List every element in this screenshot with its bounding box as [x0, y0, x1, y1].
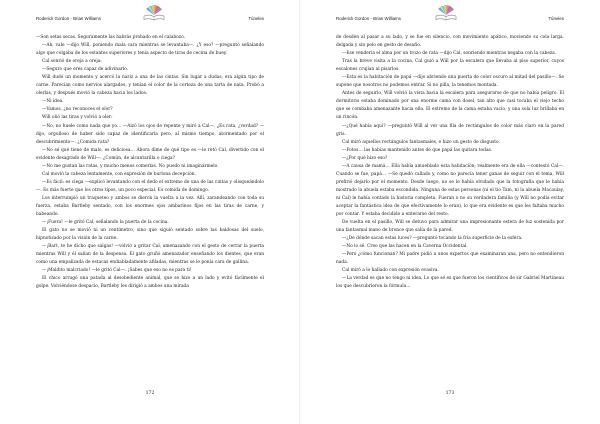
paragraph: De vuelta en el pasillo, Will se detuvo para admirar una impresionante estera de luz sostenida por una fantasmal mano de bronce que salía de la pared. [336, 220, 564, 234]
paragraph: —Son setas secas. Seguramente las habrás probado en el calabozo. [36, 35, 185, 40]
header-author: Roderick Gordon - Brian Williams [336, 16, 401, 21]
paragraph: Will olió las tiras y volvió a oler: [42, 115, 113, 121]
header-title: Túneles [548, 16, 564, 21]
page-number: 172 [145, 391, 155, 396]
paragraph: —Es fácil: es ciega —explicó levantando con el dedo el extremo de una de las cintas y olisqueándolo—. Es más fuerte que los otros tipos, un poco especial. Es comida de domingo. [36, 179, 264, 193]
paragraph: —¿Qué había aquí? —preguntó Will al ver una fila de rectángulos de color más claro en la pared gris. [336, 123, 564, 137]
paragraph: Cal miró aquellos rectángulos fantasmales, e hizo un gesto de disgusto. [342, 139, 500, 145]
paragraph: Cal movió la cabeza lentamente, con expresión de burlona decepción. [42, 171, 196, 177]
paragraph: El chico arrugó una patada al desobediente animal, que se hizo a un lado y evitó fácilmente el golpe. Volviéndose despacio, Bartleby les dirigió a ambos una mirada [36, 276, 264, 290]
paragraph: —No me gustan las ratas, y mucho menos comerlas. No puedo ni imaginármelo. [42, 163, 219, 169]
paragraph: —¿De dónde sacan estas luces? —preguntó tocando la fría superficie de la esfera. [342, 236, 523, 242]
paragraph: —Ah, vale —dijo Will, poniendo mala cara mientras se levantaba—. ¿Y eso? —preguntó señalando algo que colgaba de los estantes superiores y tenía aspecto de tiras de cecina de buey. [36, 43, 264, 57]
page-body-text [336, 34, 564, 292]
page-header [336, 16, 564, 26]
paragraph: —Ni idea. [42, 99, 64, 105]
page-body-text [36, 34, 264, 292]
paragraph: Will dudó un momento y acercó la nariz a una de las cintas. Sin lugar a dudas, era algún tipo de carne. Parecían como nervios alargados, y tenían el color de la corteza de una tarta de nata. Probó a olerlas, y después movió la cabeza hacia los lados: [36, 75, 264, 97]
paragraph: —Fotos… las habías mantenido antes de que papá las quitara todas. [342, 147, 493, 153]
paragraph: —Esta es la habitación de papá —dijo abriendo una puerta de color oscuro al mitad del pasillo—. Se supone que nosotros no podemos entrar. Si no pilla, la tenemos montada. [336, 75, 564, 89]
paragraph: Antes de seguirlo, Will volvió la vista hacia la escalera para asegurarse de que no había peligro. El dormitorio estaba dominado por una enorme cama con dosel, tan alto que casi tocaba el viejo techo que se combaba amenazante hacia ella. El extremo de la cama estaba vacío, y una sola luz brillaba en un rincón. [336, 91, 564, 121]
paragraph: El gato no se movió ni un centímetro, sino que siguió sentado sobre las baldosas del suelo, hipnotizado por la visión de la carne. [36, 228, 264, 242]
paragraph: —No, no huele como nada que yo… —Alzó los ojos de repente y miró a Cal—. ¿Es rata, ¿verdad? —dijo, orgulloso de haber sido capaz de identificarla pero, al mismo tiempo, atormentado por el descubrimiento—. ¿Comida rata? [36, 123, 264, 145]
paragraph: —Seguro que eres capaz de adivinarlo. [42, 67, 129, 73]
paragraph: —¡Bart, te he dicho que salgas! —volvió a gritar Cal, amenazando con el gesto de cerrar la puerta mientras Will y él salían de la despensa. El gato gruñó amenazador enseñando los dientes, que eran como una empalizada de estacas endiabladamente afiladas, mientras se le ponía cara de gallina. [36, 244, 264, 266]
page-number: 173 [445, 391, 455, 396]
header-title: Túneles [248, 16, 264, 21]
paragraph: —¿Por qué hizo eso? [342, 155, 388, 161]
paragraph: —La verdad es que no tengo ni idea. Lo que sé es que fueron los científicos de sir Gabriel Martineau los que descubrieron la fórmula… [336, 276, 564, 290]
paragraph: Cal miró a lo hallado con expresión evasiva. [342, 268, 439, 274]
right-page [300, 0, 600, 424]
paragraph: Tras la breve visita a la cocina, Cal guió a Will por la escalera que llevaba al piso superior, cuyos escalones crujían al pisarlos. [336, 59, 564, 73]
paragraph: Los interrumpió un traqueteo y ambos se dieron la vuelta a la vez. Allí, zarandeando con toda su fuerza, estaba Bartleby sentado, con los enormes ojos ambarinos fijos en las tiras de carne, y babeando. [36, 195, 264, 218]
paragraph: —¡Maldito malcriado! —le gritó Cal—. ¡Sabes que eso no es para ti! [42, 268, 192, 274]
paragraph: Cal sonrió de oreja a oreja: [42, 59, 102, 65]
paragraph: —Vamos, ¿no reconoces el olor? [42, 107, 113, 113]
paragraph: de desdén al pasar a su lado, y se fue en silencio, con movimiento apático, moviendo su cola larga, delgada y sin pelo en gesto de desafío. [336, 35, 564, 49]
paragraph: —¡Fuera! —le gritó Cal, señalando la puerta de la cocina. [42, 220, 169, 226]
paragraph: —No lo sé. Creo que las hacen en la Caverna Occidental. [342, 244, 468, 250]
paragraph: —Ese vendería el alma por un trozo de rata —dijo Cal, sonriendo mientras negaba con la cabeza. [342, 51, 557, 57]
page-header [36, 16, 264, 26]
paragraph: —Pero ¿cómo funcionan? Mi padre pidió a unos expertos que examinaran una, pero no entendieron nada. [336, 252, 564, 266]
paragraph: —No sé qué tiene de malo, es deliciosa… Ahora dime de qué tipo es —le retó Cal, divertido con el evidente desagrado de Will—. ¿Común, de alcantarilla o ciega? [36, 147, 264, 161]
header-author: Roderick Gordon - Brian Williams [36, 16, 101, 21]
paragraph: —A causa de mamá… Ella había amueblado esta habitación; realmente era de ella —contestó Cal—. Cuando se fue, papá… —Se quedó callado y, como no parecía tener ganas de seguir con el tema, Will prefirió dejarlo por el momento. Desde luego, no se le había olvidado que la fotografía que le había mostrado la abuela estaba escondida. Ninguna de estas personas (ni el tío Tam, ni la abuela Macaulay, ni Cal) le había contado la historia completa. Fueran o no su verdadera familia (y Will no podía evitar aceptar la fantástica idea de que efectivamente lo eran), lo que era evidente es que les faltaba mucho por contar. Y estaba decidido a enterarse del resto. [336, 163, 564, 218]
